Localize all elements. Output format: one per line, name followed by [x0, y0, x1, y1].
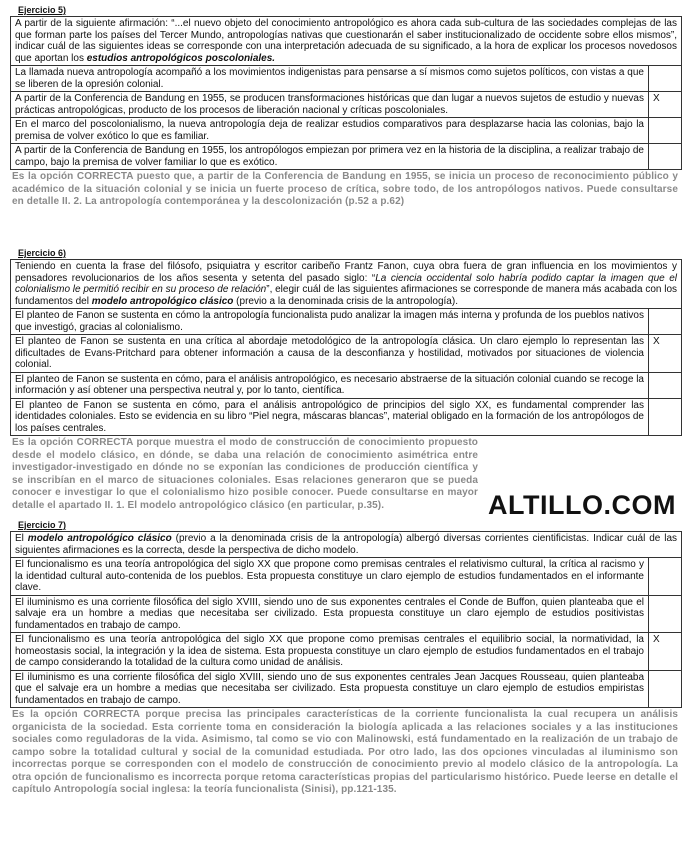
exercise-7-option-4[interactable]: [11, 670, 682, 708]
exercise-5-stem: A partir de la siguiente afirmación: “...el nuevo objeto del conocimiento antropológico es ahora cada sub-cultura de las sociedades complejas de las que forman parte los países del Tercer Mundo, antropologías nativas que cuestionarán el saber institucionalizado de occidente sobre ellos mismos”, indicar cuál de las siguientes ideas se corresponde con una interpretación adecuada de su significado, a la hora de explicar los procesos novedosos que aportan los estudios antropológicos poscoloniales.: [11, 17, 682, 66]
exercise-6-option-2[interactable]: [11, 335, 682, 373]
option-text: El planteo de Fanon se sustenta en cómo la antropología funcionalista pudo analizar la imagen más interna y profunda de los pueblos nativos que investigó, gracias al colonialismo.: [11, 309, 649, 335]
option-mark: [649, 372, 682, 398]
option-text: A partir de la Conferencia de Bandung en 1955, se producen transformaciones históricas que dan lugar a nuevos sujetos de estudio y nuevas prácticas antropológicas, producto de los procesos de liberación nacional y críticas poscoloniales.: [11, 92, 649, 118]
option-mark: [649, 398, 682, 436]
exercise-7-stem: El modelo antropológico clásico (previo a la denominada crisis de la antropología) albergó diversas corrientes cientificistas. Indicar cuál de las siguientes afirmaciones es la correcta, desde la perspectiva de dicho modelo.: [11, 532, 682, 558]
option-text: El planteo de Fanon se sustenta en cómo, para el análisis antropológico de principios del siglo XX, es fundamental comprender las identidades coloniales. Esto se evidencia en su libro “Piel negra, máscaras blancas”, material obligado en la formación de los antropólogos de los países centrales.: [11, 398, 649, 436]
exercise-7-title: Ejercicio 7): [18, 520, 67, 530]
exercise-5-option-4[interactable]: [11, 144, 682, 170]
exercise-6-explanation: Es la opción CORRECTA porque muestra el modo de construcción de conocimiento propuesto desde el modelo clásico, en dónde, se daba una relación de conocimiento asimétrica entre investigador-investigado en dónde no se exponían las condiciones de producción científica y se inscribían en el marco de situaciones coloniales. Esas relaciones generaron que se pueda conocer e investigar lo que el colonialismo hizo posible conocer. Puede consultarse en mayor detalle el apartado II. 1. El modelo antropológico clásico (en particular, p.35).: [12, 437, 478, 511]
exercise-5: [10, 4, 680, 210]
option-mark: [649, 558, 682, 596]
exercise-5-option-3[interactable]: [11, 118, 682, 144]
exercise-7-explanation: Es la opción CORRECTA porque precisa las principales características de la corriente funcionalista la cual recupera un análisis organicista de la sociedad. Esta corriente toma en consideración la biología aplicada a las relaciones sociales y a las instituciones sociales como reguladoras de la vida. Asimismo, tal como se vio con Malinowski, está fundamentado en la realización de un trabajo de campo sobre la totalidad cultural y social de la comunidad estudiada. Por otro lado, las dos opciones vinculadas al iluminismo son incorrectas porque se corresponden con el modelo de construcción de conocimiento previo al modelo clásico de la antropología. La otra opción de funcionalismo es incorrecta porque retoma características propias del particularismo histórico. Puede leerse en detalle el capítulo Antropología social inglesa: la teoría funcionalista (Sinisi), pp.121-135.: [12, 709, 678, 795]
option-mark: X: [649, 335, 682, 373]
exercise-5-table: [10, 16, 682, 170]
option-text: El iluminismo es una corriente filosófica del siglo XVIII, siendo uno de sus exponentes centrales Jean Jacques Rousseau, quien planteaba que el salvaje era un hombre a medias que necesitaba ser civilizado. Esta propuesta constituye un claro ejemplo de estudios empiristas fundamentados en trabajo de campo.: [11, 670, 649, 708]
altillo-watermark: ALTILLO.COM: [488, 490, 676, 520]
option-text: En el marco del poscolonialismo, la nueva antropología deja de realizar estudios comparativos para desplazarse hacia las colonias, bajo la premisa de volver exótico lo que es familiar.: [11, 118, 649, 144]
option-mark: [649, 66, 682, 92]
option-text: El funcionalismo es una teoría antropológica del siglo XX que propone como premisas centrales el relativismo cultural, la crítica al racismo y la identidad cultural auto-contenida de los pueblos. Esta propuesta constituye un claro ejemplo de estudios fundamentados en el informante clave.: [11, 558, 649, 596]
exercise-7: [10, 519, 680, 798]
option-text: El planteo de Fanon se sustenta en una crítica al abordaje metodológico de la antropología clásica. Un claro ejemplo lo representan las dificultades de Evans-Pritchard para obtener información a causa de la desconfianza y hostilidad, motivados por situaciones de violencia colonial.: [11, 335, 649, 373]
exercise-7-option-1[interactable]: [11, 558, 682, 596]
exercise-6-table: [10, 259, 682, 436]
option-mark: [649, 118, 682, 144]
option-text: La llamada nueva antropología acompañó a los movimientos indigenistas para pensarse a sí mismos como sujetos políticos, con vistas a que se liberen de la opresión colonial.: [11, 66, 649, 92]
option-mark: [649, 309, 682, 335]
exercise-7-option-3[interactable]: [11, 633, 682, 671]
option-text: El funcionalismo es una teoría antropológica del siglo XX que propone como premisas centrales el equilibrio social, la normatividad, la homeostasis social, la integración y la idea de sistema. Esta propuesta constituye un claro ejemplo de estudios fundamentados en el trabajo de campo considerando la totalidad de la cultura como unidad de análisis.: [11, 633, 649, 671]
option-mark: X: [649, 633, 682, 671]
exercise-6-stem: Teniendo en cuenta la frase del filósofo, psiquiatra y escritor caribeño Frantz Fanon, cuya obra fuera de gran influencia en los movimientos y pensadores revolucionarios de los años sesenta y setenta del pasado siglo: “La ciencia occidental solo habría podido captar la imagen que el colonialismo le permitió recibir en su proceso de relación”, elegir cuál de las siguientes afirmaciones se corresponde de manera más acabada con los fundamentos del modelo antropológico clásico (previo a la denominada crisis de la antropología).: [11, 260, 682, 309]
exercise-7-option-2[interactable]: [11, 595, 682, 633]
exercise-6: [10, 247, 680, 520]
option-text: El planteo de Fanon se sustenta en cómo, para el análisis antropológico, es necesario abstraerse de la situación colonial cuando se recoge la información y así obtener una perspectiva neutral y, por lo tanto, científica.: [11, 372, 649, 398]
exercise-5-option-2[interactable]: [11, 92, 682, 118]
exercise-6-option-3[interactable]: [11, 372, 682, 398]
exercise-6-title: Ejercicio 6): [18, 248, 67, 258]
exercise-7-table: [10, 531, 682, 708]
exercise-6-option-1[interactable]: [11, 309, 682, 335]
exercise-6-option-4[interactable]: [11, 398, 682, 436]
exercise-5-title: Ejercicio 5): [18, 5, 67, 15]
option-mark: X: [649, 92, 682, 118]
option-text: El iluminismo es una corriente filosófica del siglo XVIII, siendo uno de sus exponentes centrales el Conde de Buffon, quien planteaba que el salvaje era un hombre a medias que necesitaba ser civilizado. Esta propuesta constituye un claro ejemplo de estudios positivistas fundamentados en trabajo de campo.: [11, 595, 649, 633]
option-text: A partir de la Conferencia de Bandung en 1955, los antropólogos empiezan por primera vez en la historia de la disciplina, a realizar trabajo de campo, bajo la premisa de volver familiar lo que es exótico.: [11, 144, 649, 170]
option-mark: [649, 595, 682, 633]
exercise-5-option-1[interactable]: [11, 66, 682, 92]
option-mark: [649, 144, 682, 170]
option-mark: [649, 670, 682, 708]
exercise-5-explanation: Es la opción CORRECTA puesto que, a partir de la Conferencia de Bandung en 1955, se inicia un proceso de reconocimiento público y académico de la situación colonial y se inicia un fuerte proceso de crítica, sobre todo, de los antropólogos nativos. Puede consultarse en detalle II. 2. La antropología contemporánea y la descolonización (p.52 a p.62): [12, 171, 678, 207]
